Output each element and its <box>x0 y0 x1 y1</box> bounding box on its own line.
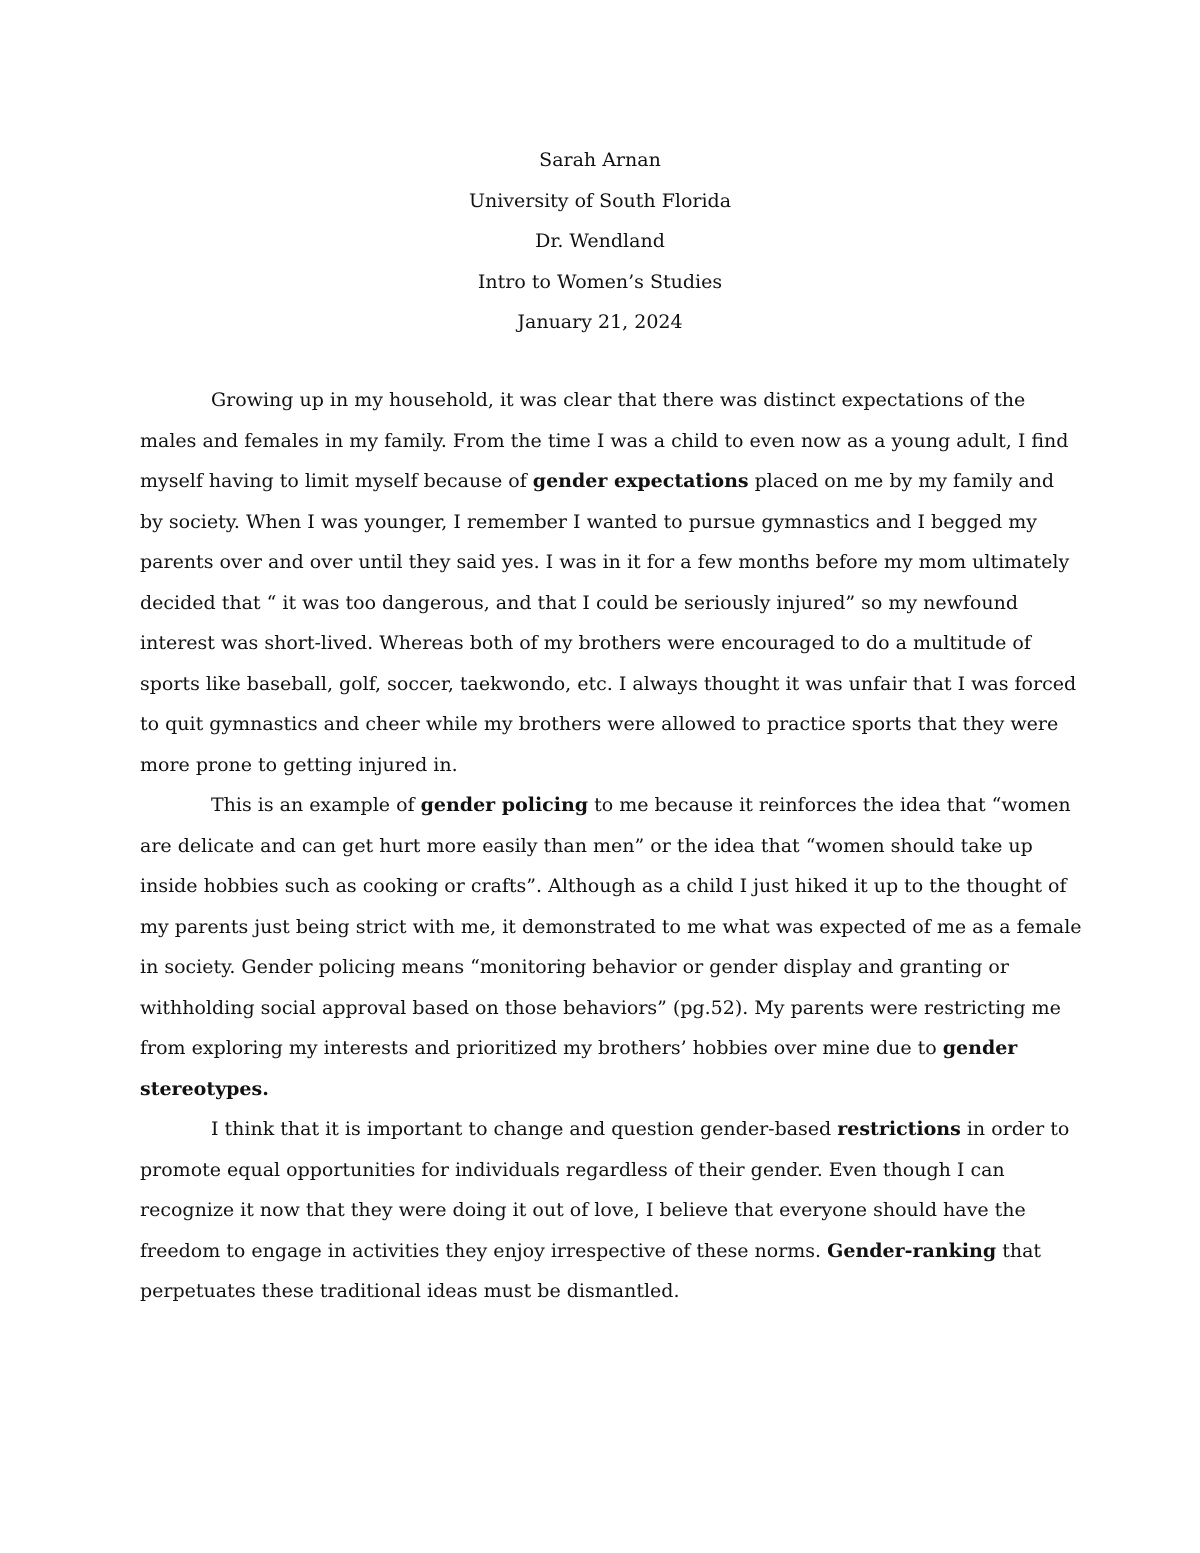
text-run: parents over and over until they said yes. I was in it for a few months before my mom ultimately <box>140 551 1070 573</box>
text-run: promote equal opportunities for individuals regardless of their gender. Even though I can <box>140 1158 1005 1181</box>
essay-paragraph <box>140 785 1082 1109</box>
paragraph-line <box>140 907 1082 948</box>
text-run: withholding social approval based on those behaviors” (pg.52). My parents were restricting me <box>140 996 1061 1019</box>
text-run: recognize it now that they were doing it out of love, I believe that everyone should have the <box>140 1199 1026 1221</box>
text-run: interest was short-lived. Whereas both of my brothers were encouraged to do a multitude of <box>140 632 1031 654</box>
text-run: placed on me by my family and <box>748 470 1055 492</box>
paragraph-line <box>140 866 1070 907</box>
paragraph-line <box>140 1109 1070 1150</box>
paragraph-line <box>140 826 1070 867</box>
paragraph-line <box>140 704 1070 745</box>
text-run: inside hobbies such as cooking or crafts”. Although as a child I just hiked it up to the thought of <box>140 875 1067 897</box>
text-run: This is an example of <box>211 794 421 816</box>
school-name: University of South Florida <box>468 189 732 212</box>
key-term: gender <box>942 1037 1018 1059</box>
paragraph-line <box>140 421 1070 462</box>
document-header <box>0 140 1200 343</box>
text-run: I think that it is important to change and question gender-based <box>211 1118 838 1140</box>
text-run: in society. Gender policing means “monitoring behavior or gender display and granting or <box>140 956 1009 978</box>
text-run: are delicate and can get hurt more easily than men” or the idea that “women should take up <box>140 834 1033 857</box>
key-term: gender expectations <box>532 470 749 492</box>
paragraph-line <box>140 542 1070 583</box>
text-run: Growing up in my household, it was clear that there was distinct expectations of the <box>211 389 1026 411</box>
text-run: sports like baseball, golf, soccer, taekwondo, etc. I always thought it was unfair that I was forced <box>140 672 1077 695</box>
essay-paragraph <box>140 380 1077 785</box>
text-run: more prone to getting injured in. <box>140 753 458 776</box>
text-run: that <box>996 1239 1042 1262</box>
course-name: Intro to Women’s Studies <box>477 270 723 293</box>
key-term: Gender-ranking <box>827 1239 997 1262</box>
paragraph-line <box>140 745 1070 786</box>
text-run: by society. When I was younger, I remember I wanted to pursue gymnastics and I begged my <box>140 510 1037 533</box>
text-run: perpetuates these traditional ideas must be dismantled. <box>140 1280 680 1302</box>
text-run: my parents just being strict with me, it demonstrated to me what was expected of me as a female <box>140 915 1082 938</box>
paragraph-line <box>140 502 1070 543</box>
text-run: freedom to engage in activities they enjoy irrespective of these norms. <box>140 1239 828 1262</box>
text-run: from exploring my interests and prioritized my brothers’ hobbies over mine due to <box>140 1037 943 1059</box>
paragraph-line <box>140 583 1070 624</box>
text-run: males and females in my family. From the time I was a child to even now as a young adult, I find <box>140 429 1069 452</box>
essay-paragraph <box>140 1109 1070 1312</box>
key-term: stereotypes. <box>140 1077 269 1100</box>
essay-body <box>140 380 1082 1312</box>
paragraph-line <box>140 623 1070 664</box>
text-run: to quit gymnastics and cheer while my brothers were allowed to practice sports that they were <box>140 713 1059 735</box>
text-run: myself having to limit myself because of <box>140 470 533 492</box>
paragraph-line <box>140 1271 1070 1312</box>
paragraph-line <box>140 1028 1070 1069</box>
paragraph-line <box>140 1069 1070 1110</box>
instructor-name: Dr. Wendland <box>535 230 665 252</box>
paragraph-line <box>140 664 1077 705</box>
paragraph-line <box>140 785 1070 826</box>
text-run: to me because it reinforces the idea that “women <box>588 794 1071 816</box>
paragraph-line <box>140 1231 1070 1272</box>
text-run: in order to <box>960 1118 1070 1140</box>
key-term: restrictions <box>837 1118 961 1140</box>
paragraph-line <box>140 947 1070 988</box>
paragraph-line <box>140 1190 1070 1231</box>
text-run: decided that “ it was too dangerous, and that I could be seriously injured” so my newfound <box>140 591 1018 614</box>
document-date: January 21, 2024 <box>517 311 683 333</box>
paragraph-line <box>140 1150 1070 1191</box>
author-name: Sarah Arnan <box>539 149 661 171</box>
paragraph-line <box>140 461 1070 502</box>
paragraph-line <box>140 380 1070 421</box>
key-term: gender policing <box>420 794 589 816</box>
paragraph-line <box>140 988 1070 1029</box>
